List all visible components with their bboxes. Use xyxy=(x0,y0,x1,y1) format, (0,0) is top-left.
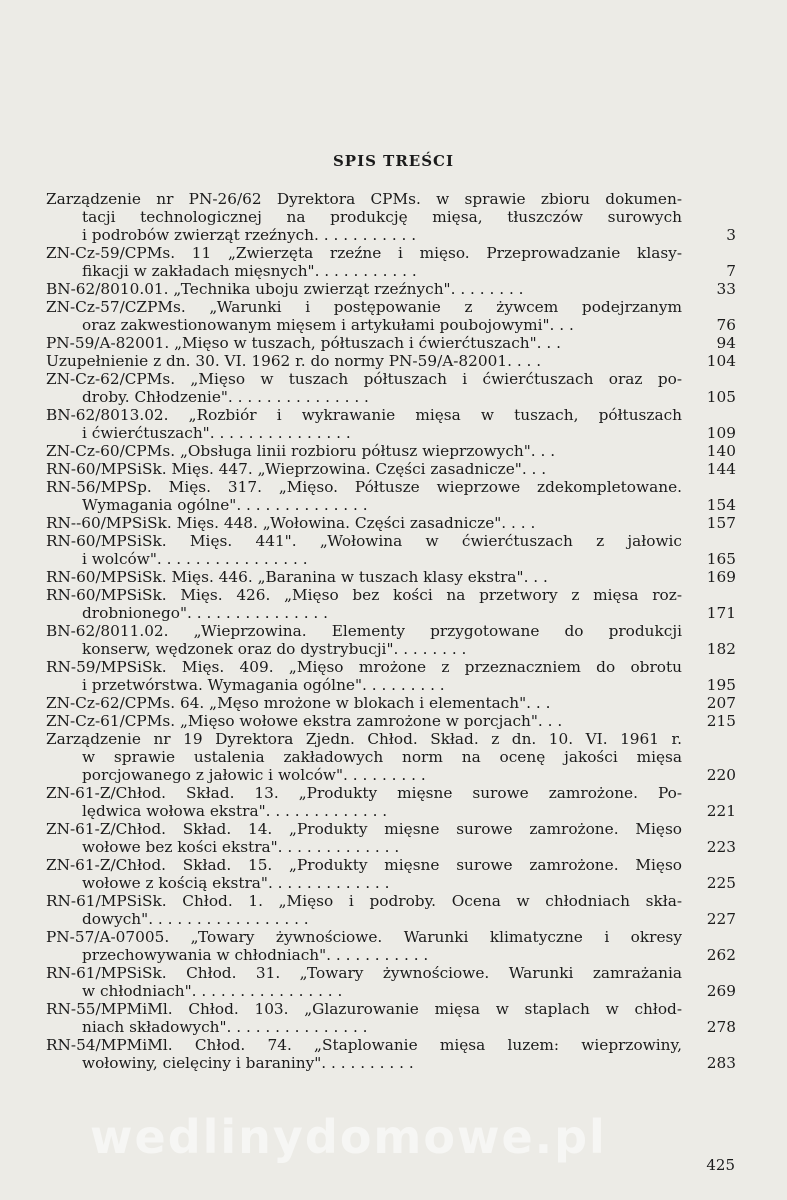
toc-entry-line: lędwica wołowa ekstra". . . . . . . . . . . . . xyxy=(82,802,388,820)
toc-entry xyxy=(46,784,736,820)
toc-entry-page: 220 xyxy=(706,766,736,784)
toc-entry-line: BN-62/8010.01. „Technika uboju zwierząt rzeźnych". . . . . . . . xyxy=(46,280,524,298)
toc-entry-line: wołowe bez kości ekstra". . . . . . . . . . . . . xyxy=(82,838,400,856)
toc-entry-line: oraz zakwestionowanym mięsem i artykułami poubojowymi". . . xyxy=(82,316,574,334)
toc-entry xyxy=(46,406,736,442)
toc-entry-line: BN-62/8013.02. „Rozbiór i wykrawanie mięsa w tuszach, półtuszach xyxy=(46,406,682,424)
toc-entry xyxy=(46,298,736,334)
toc-entry-line: przechowywania w chłodniach". . . . . . . . . . . xyxy=(82,946,429,964)
toc-entry-line: i podrobów zwierząt rzeźnych. . . . . . . . . . . xyxy=(82,226,417,244)
toc-entry-line: Zarządzenie nr PN-26/62 Dyrektora CPMs. w sprawie zbioru dokumen- xyxy=(46,190,682,208)
toc-entry xyxy=(46,478,736,514)
toc-entry-line: wołowiny, cielęciny i baraniny". . . . . . . . . . xyxy=(82,1054,414,1072)
toc-entry-line: ZN-Cz-61/CPMs. „Mięso wołowe ekstra zamrożone w porcjach". . . xyxy=(46,712,563,730)
toc-entry-text xyxy=(46,190,682,244)
toc-entry-page: 171 xyxy=(706,604,736,622)
toc-entry-line: wołowe z kością ekstra". . . . . . . . . . . . . xyxy=(82,874,390,892)
toc-entry-line: ZN-Cz-62/CPMs. „Mięso w tuszach półtuszach i ćwierćtuszach oraz po- xyxy=(46,370,682,388)
toc-entry-text xyxy=(46,784,682,820)
toc-entry xyxy=(46,1036,736,1072)
toc-entry-page: 140 xyxy=(706,442,736,460)
table-of-contents xyxy=(46,190,736,1072)
toc-entry-page: 278 xyxy=(706,1018,736,1036)
toc-entry-page: 223 xyxy=(706,838,736,856)
toc-entry-text xyxy=(46,334,682,352)
toc-entry xyxy=(46,622,736,658)
toc-entry xyxy=(46,568,736,586)
toc-entry-text xyxy=(46,694,682,712)
toc-entry-text xyxy=(46,712,682,730)
toc-entry-line: fikacji w zakładach mięsnych". . . . . . . . . . . xyxy=(82,262,417,280)
toc-entry-text xyxy=(46,370,682,406)
toc-entry-page: 157 xyxy=(706,514,736,532)
toc-entry-text xyxy=(46,586,682,622)
toc-entry-page: 207 xyxy=(706,694,736,712)
toc-entry-line: RN-59/MPSiSk. Mięs. 409. „Mięso mrożone z przeznaczniem do obrotu xyxy=(46,658,682,676)
toc-entry-line: RN-54/MPMiMl. Chłod. 74. „Staplowanie mięsa luzem: wieprzowiny, xyxy=(46,1036,682,1054)
toc-entry-text xyxy=(46,1000,682,1036)
toc-entry-line: w chłodniach". . . . . . . . . . . . . . . . xyxy=(82,982,343,1000)
toc-entry-line: ZN-61-Z/Chłod. Skład. 13. „Produkty mięsne surowe zamrożone. Po- xyxy=(46,784,682,802)
toc-entry xyxy=(46,532,736,568)
toc-entry-page: 7 xyxy=(726,262,736,280)
toc-entry xyxy=(46,694,736,712)
toc-entry-page: 109 xyxy=(706,424,736,442)
toc-entry xyxy=(46,964,736,1000)
toc-entry-text xyxy=(46,406,682,442)
toc-entry-line: tacji technologicznej na produkcję mięsa, tłuszczów surowych xyxy=(82,208,682,226)
toc-entry xyxy=(46,244,736,280)
toc-entry-line: dowych". . . . . . . . . . . . . . . . . xyxy=(82,910,309,928)
toc-entry xyxy=(46,334,736,352)
toc-entry-page: 169 xyxy=(706,568,736,586)
toc-entry xyxy=(46,190,736,244)
toc-entry-line: Uzupełnienie z dn. 30. VI. 1962 r. do normy PN-59/A-82001. . . . xyxy=(46,352,542,370)
toc-entry-line: ZN-Cz-62/CPMs. 64. „Męso mrożone w blokach i elementach". . . xyxy=(46,694,551,712)
toc-entry-text xyxy=(46,442,682,460)
toc-entry-text xyxy=(46,1036,682,1072)
toc-entry-text xyxy=(46,568,682,586)
toc-entry xyxy=(46,892,736,928)
toc-entry-line: RN--60/MPSiSk. Mięs. 448. „Wołowina. Części zasadnicze". . . . xyxy=(46,514,536,532)
toc-entry-line: porcjowanego z jałowic i wolców". . . . . . . . . xyxy=(82,766,426,784)
toc-entry-line: RN-56/MPSp. Mięs. 317. „Mięso. Półtusze wieprzowe zdekompletowane. xyxy=(46,478,682,496)
page-number: 425 xyxy=(706,1156,735,1174)
toc-entry xyxy=(46,820,736,856)
toc-entry-text xyxy=(46,892,682,928)
toc-entry xyxy=(46,712,736,730)
toc-entry-page: 195 xyxy=(706,676,736,694)
toc-entry-page: 94 xyxy=(716,334,736,352)
toc-entry-line: RN-55/MPMiMl. Chłod. 103. „Glazurowanie mięsa w staplach w chłod- xyxy=(46,1000,682,1018)
toc-entry xyxy=(46,856,736,892)
toc-entry-line: ZN-61-Z/Chłod. Skład. 15. „Produkty mięsne surowe zamrożone. Mięso xyxy=(46,856,682,874)
toc-entry-text xyxy=(46,352,682,370)
toc-entry-line: Wymagania ogólne". . . . . . . . . . . . . . xyxy=(82,496,368,514)
toc-entry-line: ZN-61-Z/Chłod. Skład. 14. „Produkty mięsne surowe zamrożone. Mięso xyxy=(46,820,682,838)
page-title: SPIS TREŚCI xyxy=(332,152,455,170)
toc-entry-line: BN-62/8011.02. „Wieprzowina. Elementy przygotowane do produkcji xyxy=(46,622,682,640)
toc-entry-line: ZN-Cz-60/CPMs. „Obsługa linii rozbioru półtusz wieprzowych". . . xyxy=(46,442,556,460)
toc-entry-text xyxy=(46,280,682,298)
toc-entry-text xyxy=(46,964,682,1000)
toc-entry-page: 227 xyxy=(706,910,736,928)
toc-entry xyxy=(46,586,736,622)
toc-entry-page: 165 xyxy=(706,550,736,568)
toc-entry-text xyxy=(46,820,682,856)
toc-entry-line: PN-59/A-82001. „Mięso w tuszach, półtuszach i ćwierćtuszach". . . xyxy=(46,334,561,352)
watermark: wedlinydomowe.pl xyxy=(90,1110,607,1164)
toc-entry-page: 105 xyxy=(706,388,736,406)
toc-entry-text xyxy=(46,514,682,532)
toc-entry-text xyxy=(46,244,682,280)
toc-entry-page: 182 xyxy=(706,640,736,658)
toc-entry-line: RN-60/MPSiSk. Mięs. 446. „Baranina w tuszach klasy ekstra". . . xyxy=(46,568,548,586)
toc-entry-text xyxy=(46,856,682,892)
toc-entry-page: 221 xyxy=(706,802,736,820)
toc-entry-text xyxy=(46,658,682,694)
toc-entry-page: 3 xyxy=(726,226,736,244)
toc-entry-text xyxy=(46,730,682,784)
toc-entry-page: 33 xyxy=(716,280,736,298)
toc-entry-page: 104 xyxy=(706,352,736,370)
toc-entry xyxy=(46,442,736,460)
toc-entry xyxy=(46,730,736,784)
toc-entry-line: RN-61/MPSiSk. Chłod. 1. „Mięso i podroby. Ocena w chłodniach skła- xyxy=(46,892,682,910)
toc-entry-text xyxy=(46,928,682,964)
toc-entry-text xyxy=(46,460,682,478)
toc-entry-line: i wolców". . . . . . . . . . . . . . . . xyxy=(82,550,308,568)
toc-entry-line: ZN-Cz-59/CPMs. 11 „Zwierzęta rzeźne i mięso. Przeprowadzanie klasy- xyxy=(46,244,682,262)
toc-entry-line: RN-61/MPSiSk. Chłod. 31. „Towary żywnościowe. Warunki zamrażania xyxy=(46,964,682,982)
toc-entry-line: w sprawie ustalenia zakładowych norm na ocenę jakości mięsa xyxy=(82,748,682,766)
toc-entry-line: Zarządzenie nr 19 Dyrektora Zjedn. Chłod. Skład. z dn. 10. VI. 1961 r. xyxy=(46,730,682,748)
toc-entry xyxy=(46,1000,736,1036)
toc-entry-line: niach składowych". . . . . . . . . . . . . . . xyxy=(82,1018,368,1036)
toc-entry xyxy=(46,514,736,532)
toc-entry xyxy=(46,280,736,298)
toc-entry-line: drobnionego". . . . . . . . . . . . . . . xyxy=(82,604,329,622)
toc-entry-page: 269 xyxy=(706,982,736,1000)
toc-entry-line: ZN-Cz-57/CZPMs. „Warunki i postępowanie z żywcem podejrzanym xyxy=(46,298,682,316)
toc-entry-text xyxy=(46,622,682,658)
toc-entry xyxy=(46,352,736,370)
toc-entry-text xyxy=(46,298,682,334)
toc-entry-page: 76 xyxy=(716,316,736,334)
toc-entry-line: RN-60/MPSiSk. Mięs. 426. „Mięso bez kości na przetwory z mięsa roz- xyxy=(46,586,682,604)
toc-entry-page: 262 xyxy=(706,946,736,964)
toc-entry-page: 154 xyxy=(706,496,736,514)
toc-entry-page: 225 xyxy=(706,874,736,892)
toc-entry xyxy=(46,928,736,964)
toc-entry xyxy=(46,658,736,694)
toc-entry-page: 215 xyxy=(706,712,736,730)
toc-entry xyxy=(46,370,736,406)
toc-entry-line: RN-60/MPSiSk. Mięs. 447. „Wieprzowina. Części zasadnicze". . . xyxy=(46,460,547,478)
toc-entry-text xyxy=(46,532,682,568)
toc-entry-text xyxy=(46,478,682,514)
toc-entry-line: RN-60/MPSiSk. Mięs. 441". „Wołowina w ćwierćtuszach z jałowic xyxy=(46,532,682,550)
toc-entry-page: 144 xyxy=(706,460,736,478)
toc-entry-line: PN-57/A-07005. „Towary żywnościowe. Warunki klimatyczne i okresy xyxy=(46,928,682,946)
toc-entry-line: droby. Chłodzenie". . . . . . . . . . . . . . . xyxy=(82,388,369,406)
toc-entry-line: i ćwierćtuszach". . . . . . . . . . . . . . . xyxy=(82,424,351,442)
toc-entry-line: konserw, wędzonek oraz do dystrybucji". . . . . . . . xyxy=(82,640,467,658)
toc-entry-line: i przetwórstwa. Wymagania ogólne". . . . . . . . . xyxy=(82,676,445,694)
toc-entry-page: 283 xyxy=(706,1054,736,1072)
toc-entry xyxy=(46,460,736,478)
